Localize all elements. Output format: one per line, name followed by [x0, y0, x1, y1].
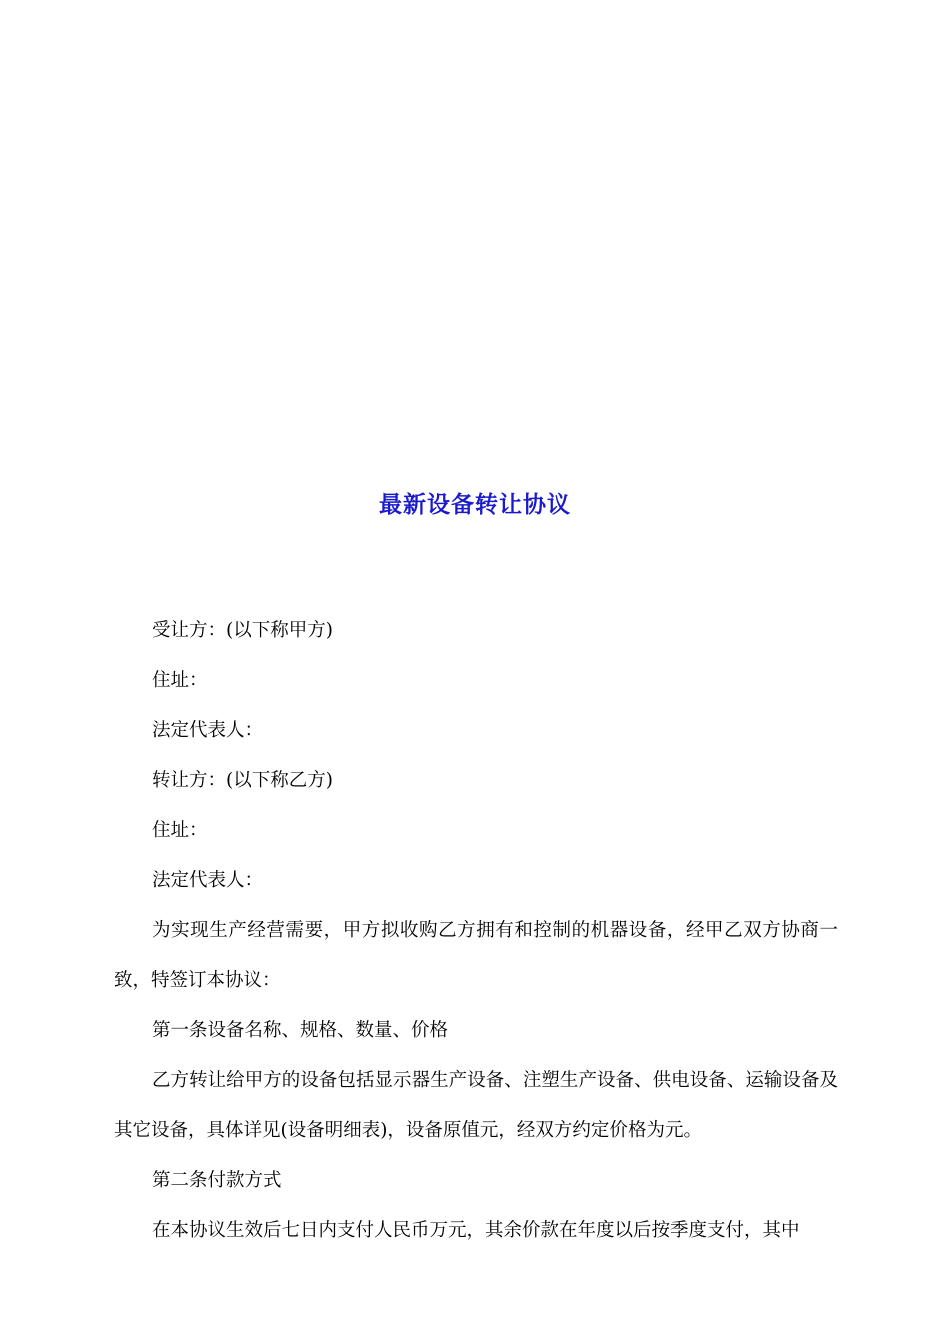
heading-article-2: 第二条付款方式 — [152, 1170, 282, 1191]
paragraph-article-1: 乙方转让给甲方的设备包括显示器生产设备、注塑生产设备、供电设备、运输设备及其它设备，具体详见(设备明细表)，设备原值元，经双方约定价格为元。 — [114, 1070, 838, 1141]
paragraph-transferee: 受让方：(以下称甲方) — [152, 620, 333, 641]
paragraph-article-2: 在本协议生效后七日内支付人民币万元，其余价款在年度以后按季度支付，其中 — [152, 1220, 800, 1241]
paragraph-transferee-address: 住址： — [152, 670, 208, 691]
document-title: 最新设备转让协议 — [379, 491, 571, 518]
paragraph-transferee-representative: 法定代表人： — [152, 720, 264, 741]
paragraph-preamble: 为实现生产经营需要，甲方拟收购乙方拥有和控制的机器设备，经甲乙双方协商一致，特签订本协议： — [114, 920, 838, 991]
paragraph-transferor-representative: 法定代表人： — [152, 870, 264, 891]
paragraph-transferor: 转让方：(以下称乙方) — [152, 770, 333, 791]
heading-article-1: 第一条设备名称、规格、数量、价格 — [152, 1020, 449, 1041]
document-body — [114, 606, 838, 1256]
paragraph-transferor-address: 住址： — [152, 820, 208, 841]
